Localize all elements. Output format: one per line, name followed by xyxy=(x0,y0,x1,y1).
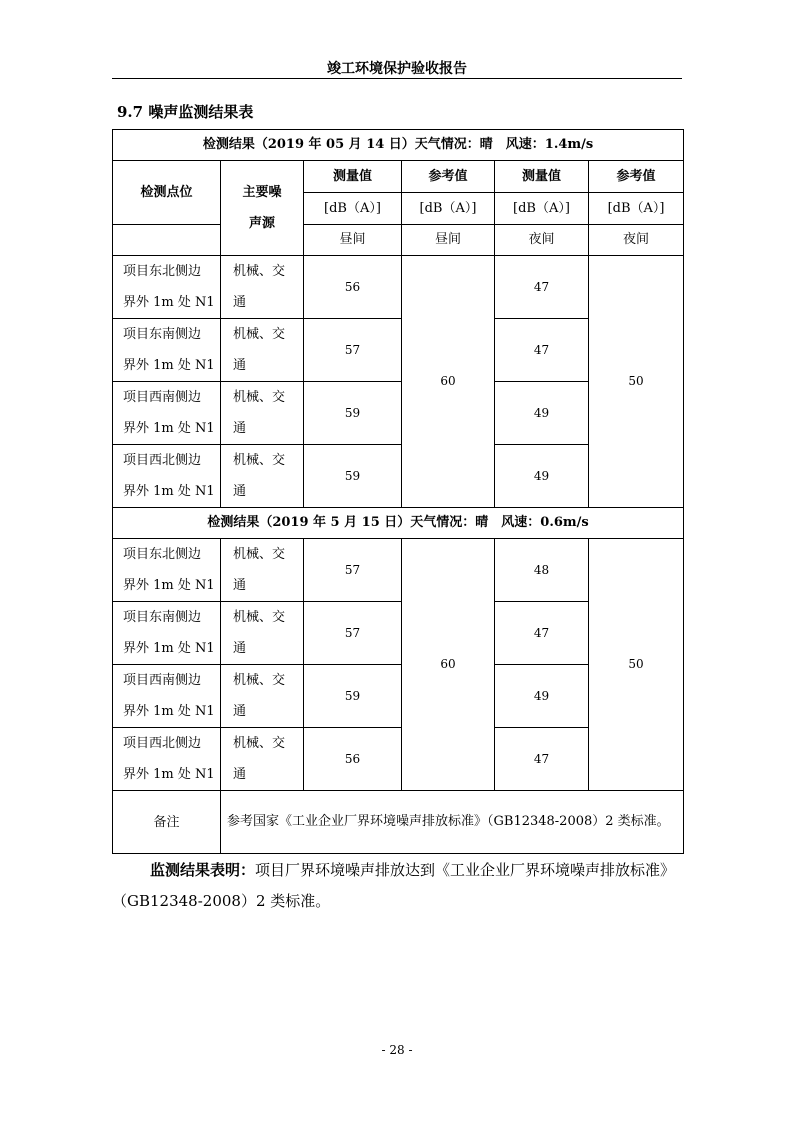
unit-cell: [dB（A）] xyxy=(304,193,402,225)
source-line1: 机械、交 xyxy=(233,327,286,342)
source-line2: 通 xyxy=(233,484,247,499)
col-location-spacer xyxy=(113,225,221,256)
location-line2: 界外 1m 处 N1 xyxy=(123,641,215,656)
conclusion-text: 项目厂界环境噪声排放达到《工业企业厂界环境噪声排放标准》（GB12348-2008）2 类标准。 xyxy=(112,861,676,910)
source-line2: 通 xyxy=(233,421,247,436)
source-line2: 通 xyxy=(233,358,247,373)
source-cell xyxy=(221,256,304,319)
header-rule xyxy=(112,78,682,79)
night-reference-value: 50 xyxy=(589,256,684,508)
source-line2: 通 xyxy=(233,578,247,593)
source-cell xyxy=(221,382,304,445)
location-line1: 项目东北侧边 xyxy=(123,547,202,562)
location-cell xyxy=(113,665,221,728)
night-value: 47 xyxy=(495,256,589,319)
location-cell xyxy=(113,445,221,508)
col-reference-day-header: 参考值 xyxy=(402,161,495,193)
night-value: 47 xyxy=(495,319,589,382)
period-night: 夜间 xyxy=(589,225,684,256)
night-value: 47 xyxy=(495,602,589,665)
location-line1: 项目西南侧边 xyxy=(123,673,202,688)
location-line2: 界外 1m 处 N1 xyxy=(123,704,215,719)
page-number: - 28 - xyxy=(381,1043,413,1057)
source-line2: 通 xyxy=(233,704,247,719)
day-value: 59 xyxy=(304,445,402,508)
table-row xyxy=(113,256,684,319)
source-cell xyxy=(221,665,304,728)
source-line1: 机械、交 xyxy=(233,264,286,279)
unit-cell: [dB（A）] xyxy=(589,193,684,225)
location-line1: 项目东南侧边 xyxy=(123,327,202,342)
location-cell xyxy=(113,319,221,382)
unit-cell: [dB（A）] xyxy=(402,193,495,225)
day-value: 59 xyxy=(304,665,402,728)
day-reference-value: 60 xyxy=(402,256,495,508)
source-cell xyxy=(221,319,304,382)
group-banner: 检测结果（2019 年 5 月 15 日）天气情况：晴 风速：0.6m/s xyxy=(113,508,684,539)
col-source-header xyxy=(221,161,304,256)
banner-row xyxy=(113,508,684,539)
period-day: 昼间 xyxy=(402,225,495,256)
report-header-title: 竣工环境保护验收报告 xyxy=(327,61,467,77)
col-measured-night-header: 测量值 xyxy=(495,161,589,193)
col-reference-night-header: 参考值 xyxy=(589,161,684,193)
location-line1: 项目西北侧边 xyxy=(123,453,202,468)
source-line2: 通 xyxy=(233,767,247,782)
location-line2: 界外 1m 处 N1 xyxy=(123,578,215,593)
location-line2: 界外 1m 处 N1 xyxy=(123,295,215,310)
day-value: 56 xyxy=(304,256,402,319)
night-value: 48 xyxy=(495,539,589,602)
location-line2: 界外 1m 处 N1 xyxy=(123,484,215,499)
noise-results-table xyxy=(112,129,684,854)
night-value: 49 xyxy=(495,665,589,728)
section-title: 9.7 噪声监测结果表 xyxy=(117,103,254,121)
conclusion-paragraph xyxy=(112,855,684,917)
day-value: 57 xyxy=(304,539,402,602)
source-line1: 机械、交 xyxy=(233,390,286,405)
col-source-line2: 声源 xyxy=(248,216,275,231)
location-cell xyxy=(113,256,221,319)
source-cell xyxy=(221,539,304,602)
night-value: 49 xyxy=(495,382,589,445)
col-location-header: 检测点位 xyxy=(113,161,221,225)
col-source-line1: 主要噪 xyxy=(242,185,282,200)
day-reference-value: 60 xyxy=(402,539,495,791)
location-line2: 界外 1m 处 N1 xyxy=(123,358,215,373)
source-line1: 机械、交 xyxy=(233,610,286,625)
night-value: 47 xyxy=(495,728,589,791)
location-cell xyxy=(113,382,221,445)
period-night: 夜间 xyxy=(495,225,589,256)
note-text: 参考国家《工业企业厂界环境噪声排放标准》（GB12348-2008）2 类标准。 xyxy=(221,791,684,854)
conclusion-label: 监测结果表明： xyxy=(150,861,256,879)
location-line2: 界外 1m 处 N1 xyxy=(123,421,215,436)
day-value: 59 xyxy=(304,382,402,445)
source-line2: 通 xyxy=(233,641,247,656)
source-line1: 机械、交 xyxy=(233,673,286,688)
source-cell xyxy=(221,445,304,508)
source-line2: 通 xyxy=(233,295,247,310)
location-line2: 界外 1m 处 N1 xyxy=(123,767,215,782)
source-line1: 机械、交 xyxy=(233,547,286,562)
day-value: 57 xyxy=(304,319,402,382)
col-measured-day-header: 测量值 xyxy=(304,161,402,193)
day-value: 57 xyxy=(304,602,402,665)
table-row xyxy=(113,539,684,602)
location-cell xyxy=(113,539,221,602)
source-cell xyxy=(221,728,304,791)
period-row xyxy=(113,225,684,256)
night-reference-value: 50 xyxy=(589,539,684,791)
source-line1: 机械、交 xyxy=(233,736,286,751)
source-line1: 机械、交 xyxy=(233,453,286,468)
note-row xyxy=(113,791,684,854)
location-line1: 项目东南侧边 xyxy=(123,610,202,625)
location-line1: 项目西南侧边 xyxy=(123,390,202,405)
unit-cell: [dB（A）] xyxy=(495,193,589,225)
day-value: 56 xyxy=(304,728,402,791)
period-day: 昼间 xyxy=(304,225,402,256)
location-cell xyxy=(113,602,221,665)
header-row xyxy=(113,161,684,193)
source-cell xyxy=(221,602,304,665)
group-banner: 检测结果（2019 年 05 月 14 日）天气情况：晴 风速：1.4m/s xyxy=(113,130,684,161)
night-value: 49 xyxy=(495,445,589,508)
note-label: 备注 xyxy=(113,791,221,854)
location-cell xyxy=(113,728,221,791)
banner-row xyxy=(113,130,684,161)
location-line1: 项目西北侧边 xyxy=(123,736,202,751)
location-line1: 项目东北侧边 xyxy=(123,264,202,279)
